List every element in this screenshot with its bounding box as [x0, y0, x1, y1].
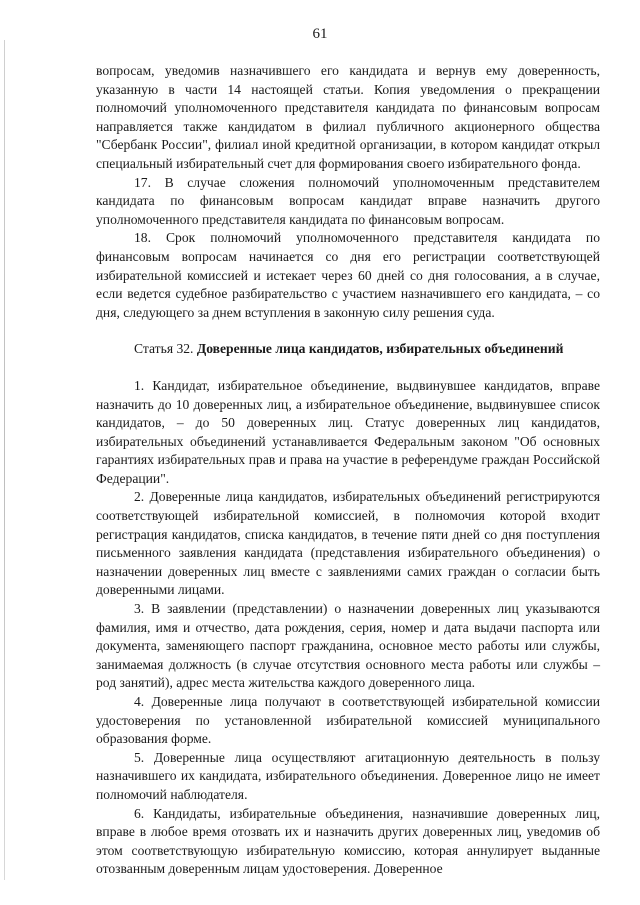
article-title: Доверенные лица кандидатов, избирательных объединений	[196, 341, 564, 357]
paragraph: 3. В заявлении (представлении) о назначении доверенных лиц указываются фамилия, имя и отчество, дата рождения, серия, номер и дата выдачи паспорта или документа, заменяющего паспорт гражданина, основное место работы или службы, занимаемая должность (в случае отсутствия основного места работы или службы – род занятий), адрес места жительства каждого доверенного лица.	[96, 601, 600, 691]
paragraph: 6. Кандидаты, избирательные объединения, назначившие доверенных лиц, вправе в любое время отозвать их и назначить других доверенных лиц, уведомив об этом соответствующую избирательную комиссию, которая аннулирует выданные отозванным доверенным лицам удостоверения. Доверенное	[96, 805, 600, 877]
paragraph: 5. Доверенные лица осуществляют агитационную деятельность в пользу назначившего их кандидата, избирательного объединения. Доверенное лицо не имеет полномочий наблюдателя.	[96, 749, 600, 802]
page-content	[96, 62, 600, 879]
paragraphs-before	[96, 62, 600, 322]
paragraph: 2. Доверенные лица кандидатов, избирательных объединений регистрируются соответствующей избирательной комиссией, в полномочия которой входит регистрация кандидатов, списка кандидатов, в течение пяти дней со дня поступления письменного заявления кандидата (представления избирательного объединения) о назначении доверенных лиц вместе с заявлениями самих граждан о согласии быть доверенными лицами.	[96, 489, 600, 598]
paragraphs-after	[96, 377, 600, 879]
page-number: 61	[312, 26, 328, 42]
paragraph: 17. В случае сложения полномочий уполномоченным представителем кандидата по финансовым вопросам кандидат вправе назначить другого уполномоченного представителя кандидата по финансовым вопросам.	[96, 174, 600, 227]
article-heading	[96, 340, 600, 359]
paragraph: 4. Доверенные лица получают в соответствующей избирательной комиссии удостоверения по установленной избирательной комиссией муниципального образования форме.	[96, 694, 600, 747]
paragraph: 1. Кандидат, избирательное объединение, выдвинувшее кандидатов, вправе назначить до 10 доверенных лиц, а избирательное объединение, выдвинувшее список кандидатов, – до 50 доверенных лиц. Статус доверенных лиц кандидатов, избирательных объединений устанавливается Федеральным законом "Об основных гарантиях избирательных прав и права на участие в референдуме граждан Российской Федерации".	[96, 377, 600, 486]
article-label: Статья 32.	[134, 341, 194, 357]
paragraph: 18. Срок полномочий уполномоченного представителя кандидата по финансовым вопросам начинается со дня его регистрации соответствующей избирательной комиссией и истекает через 60 дней со дня голосования, а в случае, если ведется судебное разбирательство с участием назначившего его кандидата, – со дня, следующего за днем вступления в законную силу решения суда.	[96, 230, 600, 320]
paragraph: вопросам, уведомив назначившего его кандидата и вернув ему доверенность, указанную в части 14 настоящей статьи. Копия уведомления о прекращении полномочий уполномоченного представителя кандидата по финансовым вопросам направляется также кандидатом в филиал публичного акционерного общества "Сбербанк России", филиал иной кредитной организации, в котором кандидат открыл специальный избирательный счет для формирования своего избирательного фонда.	[96, 63, 600, 171]
scan-edge-line	[4, 40, 5, 880]
